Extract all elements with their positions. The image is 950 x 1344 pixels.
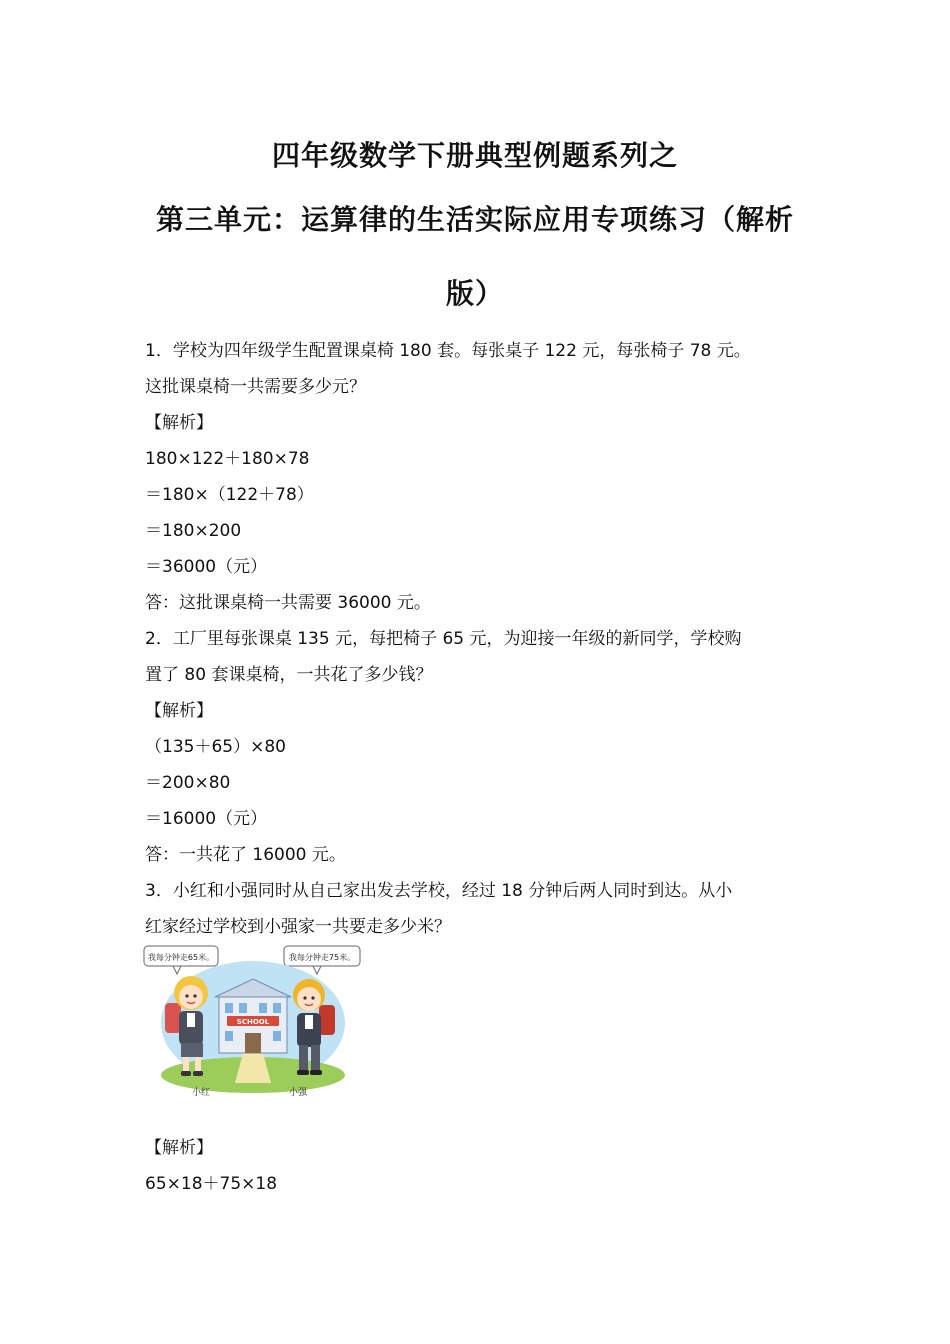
q1-step-2: ＝180×（122＋78） <box>145 485 314 505</box>
bubble-right-text: 我每分钟走75米。 <box>288 953 356 962</box>
q1-text-line1: 1．学校为四年级学生配置课桌椅 180 套。每张桌子 122 元，每张椅子 78 元。 <box>145 341 751 361</box>
q1-analysis-heading: 【解析】 <box>145 413 213 433</box>
q3-text-line1: 3．小红和小强同时从自己家出发去学校，经过 18 分钟后两人同时到达。从小 <box>145 881 733 901</box>
q1-step-4: ＝36000（元） <box>145 557 268 577</box>
q2-answer: 答：一共花了 16000 元。 <box>145 845 346 865</box>
q2-text-line2: 置了 80 套课桌椅，一共花了多少钱？ <box>145 665 433 685</box>
title-line-2: 第三单元：运算律的生活实际应用专项练习（解析 <box>155 203 794 236</box>
q2-step-1: （135＋65）×80 <box>145 737 286 757</box>
school-sign-text: SCHOOL <box>236 1018 270 1026</box>
q3-step-1: 65×18＋75×18 <box>145 1174 278 1194</box>
title-line-1: 四年级数学下册典型例题系列之 <box>271 139 678 172</box>
label-xiaoqiang: 小强 <box>288 1088 308 1098</box>
school-children-illustration <box>143 943 363 1101</box>
q3-analysis-heading: 【解析】 <box>145 1138 213 1158</box>
q1-answer: 答：这批课桌椅一共需要 36000 元。 <box>145 593 431 613</box>
q2-step-3: ＝16000（元） <box>145 809 268 829</box>
q2-text-line1: 2．工厂里每张课桌 135 元，每把椅子 65 元，为迎接一年级的新同学，学校购 <box>145 629 742 649</box>
q1-step-3: ＝180×200 <box>145 521 242 541</box>
q2-step-2: ＝200×80 <box>145 773 231 793</box>
q1-step-1: 180×122＋180×78 <box>145 449 310 469</box>
title-line-3: 版） <box>445 277 504 310</box>
label-xiaohong: 小红 <box>191 1088 211 1098</box>
q2-analysis-heading: 【解析】 <box>145 701 213 721</box>
bubble-left-text: 我每分钟走65米。 <box>147 953 215 962</box>
q3-text-line2: 红家经过学校到小强家一共要走多少米？ <box>145 917 451 937</box>
q1-text-line2: 这批课桌椅一共需要多少元？ <box>145 377 366 397</box>
